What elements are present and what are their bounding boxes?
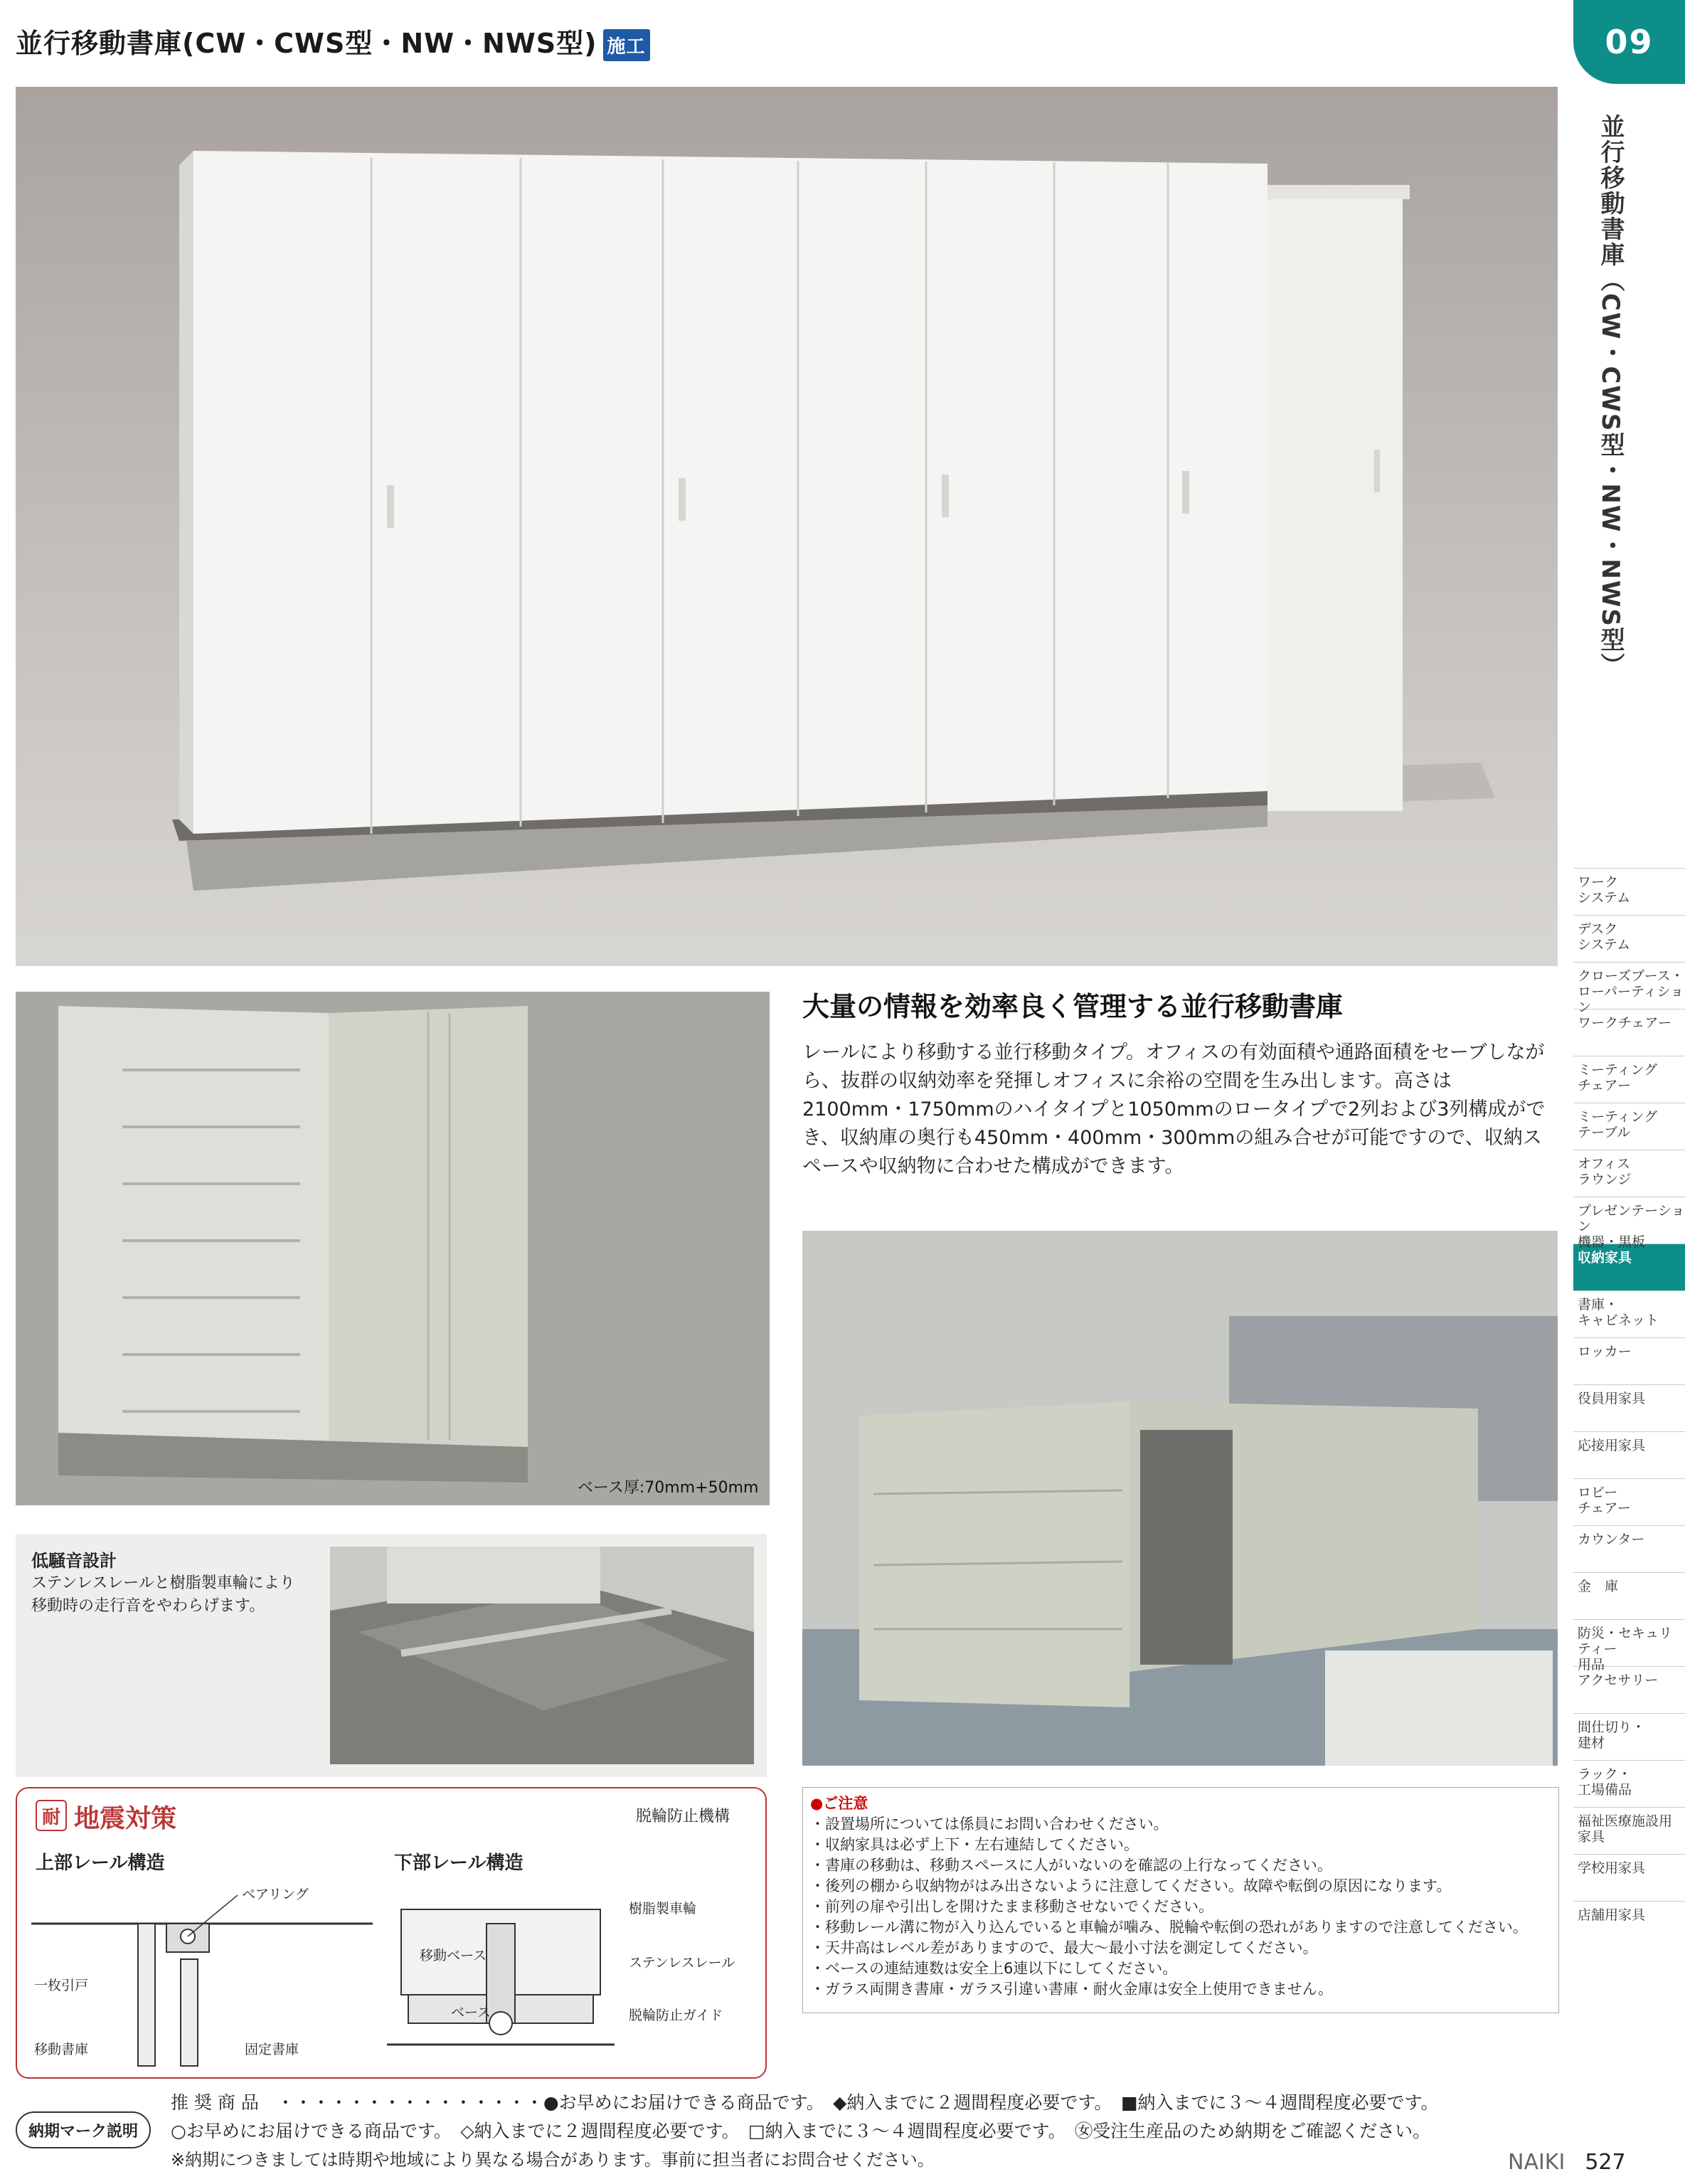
quake-icon: 耐 (36, 1800, 67, 1831)
sidebar-item[interactable]: 防災・セキュリティー 用品 (1573, 1619, 1685, 1666)
rail-label: ステンレスレール (629, 1955, 735, 1971)
sidebar-item[interactable]: ラック・ 工場備品 (1573, 1760, 1685, 1807)
sidebar-item[interactable]: アクセサリー (1573, 1666, 1685, 1713)
sidebar-item[interactable]: 書庫・ キャビネット (1573, 1290, 1685, 1337)
note-item: ・ガラス両開き書庫・ガラス引違い書庫・耐火金庫は安全上使用できません。 (810, 1981, 1333, 1998)
open-shelf-photo (16, 992, 770, 1505)
construction-badge: 施工 (603, 29, 650, 61)
note-item: ・設置場所については係員にお問い合わせください。 (810, 1815, 1169, 1833)
door-label: 一枚引戸 (34, 1978, 89, 1993)
note-item: ・前列の扉や引出しを開けたまま移動させないでください。 (810, 1898, 1213, 1915)
sidebar-item[interactable]: ロビー チェアー (1573, 1478, 1685, 1525)
note-item: ・ベースの連結連数は安全上6連以下にしてください。 (810, 1960, 1178, 1977)
sidebar-item[interactable]: 金 庫 (1573, 1572, 1685, 1619)
note-item: ・天井高はレベル差がありますので、最大〜最小寸法を測定してください。 (810, 1939, 1318, 1956)
sidebar-item[interactable]: ワーク システム (1573, 868, 1685, 915)
moving-label: 移動書庫 (34, 2042, 89, 2057)
low-noise-panel (16, 1534, 767, 1777)
moving-base-label: 移動ベース (420, 1948, 487, 1963)
chapter-vertical-title: 並行移動書庫（CW・CWS型・NW・NWS型） (1596, 114, 1625, 679)
delivery-line-standard: ○お早めにお届けできる商品です。 ◇納入までに２週間程度必要です。 □納入までに３〜４週間程度必要です。 ㊛受注生産品のため納期をご確認ください。 (171, 2121, 1431, 2141)
caution-notes (802, 1787, 1559, 2013)
sidebar-item[interactable]: 間仕切り・ 建材 (1573, 1713, 1685, 1760)
section-body: レールにより移動する並行移動タイプ。オフィスの有効面積や通路面積をセーブしながら、抜群の収納効率を発揮しオフィスに余裕の空間を生み出します。高さは2100mm・1750mmのハイタイプと1050mmのロータイプで2列および3列構成ができ、収納庫の奥行も450mm・400mm・300mmの組み合せが可能ですので、収納スペースや収納物に合わせた構成ができます。 (802, 1041, 1546, 1177)
office-photo (802, 1231, 1558, 1766)
page-footer (1508, 2150, 1626, 2175)
earthquake-panel (16, 1787, 767, 2079)
brand-name: NAIKI (1508, 2150, 1566, 2175)
note-item: ・移動レール溝に物が入り込んでいると車輪が噛み、脱輪や転倒の恐れがありますので注意してください。 (810, 1919, 1528, 1936)
note-item: ・書庫の移動は、移動スペースに人がいないのを確認の上行なってください。 (810, 1857, 1332, 1874)
section-heading: 大量の情報を効率良く管理する並行移動書庫 (802, 991, 1344, 1022)
delivery-line-recommended: 推 奨 商 品 ・・・・・・・・・・・・・・・●お早めにお届けできる商品です。 ◆納入までに２週間程度必要です。 ■納入までに３〜４週間程度必要です。 (171, 2092, 1439, 2113)
delivery-mark-label: 納期マーク説明 (16, 2111, 151, 2148)
sidebar-item[interactable]: クローズブース・ ローパーティション (1573, 962, 1685, 1009)
category-sidebar (1573, 868, 1685, 1948)
page-title: 並行移動書庫(CW・CWS型・NW・NWS型) 施工 (16, 21, 650, 61)
base-label: ベース (451, 2005, 491, 2020)
sidebar-item[interactable]: 店舗用家具 (1573, 1901, 1685, 1948)
quake-title: 地震対策 (74, 1804, 177, 1833)
dislodge-label: 脱輪防止機構 (636, 1808, 730, 1825)
main-product-photo (16, 87, 1558, 966)
delivery-note: ※納期につきましては時期や地域により異なる場合があります。事前に担当者にお問合せください。 (171, 2150, 935, 2170)
note-item: ・収納家具は必ず上下・左右連結してください。 (810, 1836, 1139, 1853)
sidebar-item[interactable]: オフィス ラウンジ (1573, 1150, 1685, 1197)
sidebar-item[interactable]: ミーティング チェアー (1573, 1056, 1685, 1103)
sidebar-item[interactable]: 応接用家具 (1573, 1431, 1685, 1478)
sidebar-item[interactable]: 福祉医療施設用 家具 (1573, 1807, 1685, 1854)
upper-rail-title: 上部レール構造 (36, 1852, 165, 1874)
wheel-label: 樹脂製車輪 (629, 1901, 697, 1917)
low-noise-desc: ステンレスレールと樹脂製車輪により 移動時の走行音をやわらげます。 (31, 1574, 295, 1615)
chapter-tab[interactable]: 09 (1573, 0, 1685, 84)
sidebar-item[interactable]: プレゼンテーション 機器・黒板 (1573, 1197, 1685, 1244)
sidebar-item[interactable]: 学校用家具 (1573, 1854, 1685, 1901)
guide-label: 脱輪防止ガイド (629, 2008, 723, 2023)
sidebar-item[interactable]: ミーティング テーブル (1573, 1103, 1685, 1150)
sidebar-item[interactable]: デスク システム (1573, 915, 1685, 962)
lower-rail-title: 下部レール構造 (394, 1852, 523, 1874)
lower-rail-diagram (387, 1881, 757, 2073)
base-thickness-caption: ベース厚:70mm+50mm (578, 1479, 759, 1497)
sidebar-item[interactable]: ロッカー (1573, 1337, 1685, 1384)
sidebar-item[interactable]: 役員用家具 (1573, 1384, 1685, 1431)
rail-closeup-photo (330, 1547, 754, 1764)
notes-title: ●ご注意 (810, 1795, 868, 1812)
low-noise-title: 低騒音設計 (31, 1551, 117, 1571)
page-number: 527 (1585, 2150, 1626, 2175)
sidebar-item-active[interactable]: 収納家具 (1573, 1244, 1685, 1290)
note-item: ・後列の棚から収納物がはみ出さないように注意してください。故障や転倒の原因になります。 (810, 1877, 1452, 1894)
fixed-label: 固定書庫 (245, 2042, 299, 2057)
sidebar-item[interactable]: ワークチェアー (1573, 1009, 1685, 1056)
sidebar-item[interactable]: カウンター (1573, 1525, 1685, 1572)
bearing-label: ベアリング (242, 1887, 309, 1902)
